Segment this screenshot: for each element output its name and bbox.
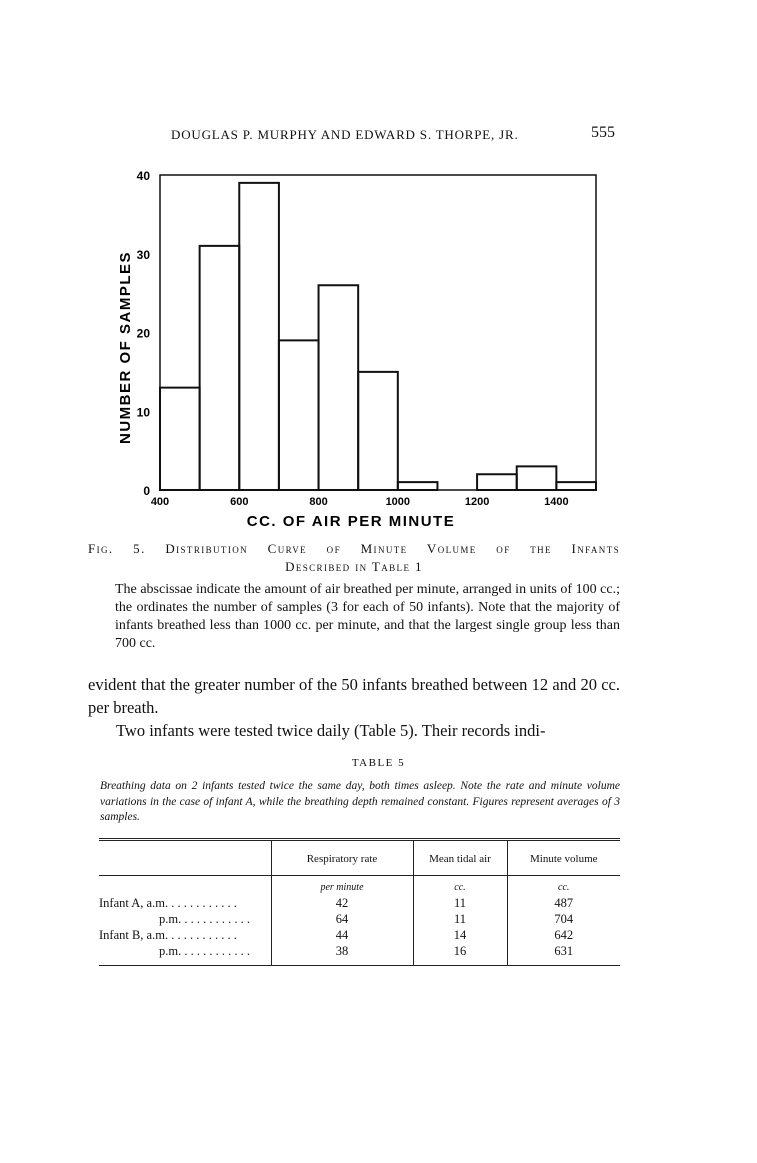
cell-rate: 64 — [271, 911, 413, 927]
units-rate: per minute — [271, 876, 413, 896]
histogram-bar — [556, 482, 596, 490]
table-units-row — [99, 876, 620, 896]
table-row — [99, 927, 620, 943]
x-tick-label: 1000 — [385, 496, 411, 508]
cell-tidal: 16 — [413, 943, 507, 966]
cell-tidal: 11 — [413, 911, 507, 927]
cell-minute: 631 — [507, 943, 620, 966]
body-text — [88, 673, 620, 742]
x-tick-label: 800 — [309, 496, 328, 508]
y-tick-label: 30 — [136, 247, 150, 262]
cell-tidal: 11 — [413, 895, 507, 911]
units-tidal: cc. — [413, 876, 507, 896]
cell-rate: 44 — [271, 927, 413, 943]
histogram-bar — [200, 246, 240, 490]
figure-legend: The abscissae indicate the amount of air breathed per minute, arranged in units of 100 cc.; the ordinates the number of samples (3 for each of 50 infants). Note that the majority of infants breathed less than 1000 cc. per minute, and that the largest single group less than 700 cc. — [115, 582, 620, 651]
histogram-bar — [477, 474, 517, 490]
x-tick-label: 1200 — [464, 496, 490, 508]
histogram-bar — [160, 388, 200, 490]
cell-minute: 704 — [554, 912, 574, 926]
table-row — [99, 943, 620, 966]
histogram-bar — [398, 482, 438, 490]
cell-tidal: 14 — [413, 927, 507, 943]
histogram-bar — [239, 183, 279, 490]
table-header-rate: Respiratory rate — [271, 840, 413, 876]
histogram-bar — [358, 372, 398, 490]
running-head: DOUGLAS P. MURPHY AND EDWARD S. THORPE, JR. — [171, 127, 519, 142]
histogram-bar — [517, 466, 557, 490]
table-header-blank — [99, 840, 271, 876]
units-minute: cc. — [558, 882, 570, 893]
table-caption: Breathing data on 2 infants tested twice the same day, both times asleep. Note the rate and minute volume variations in the case of infant A, while the breathing depth remained constant. Figures represent averages of 3 samples. — [100, 780, 620, 823]
histogram-chart — [0, 0, 757, 540]
y-tick-label: 40 — [136, 169, 150, 183]
body-paragraph-2: Two infants were tested twice daily (Table 5). Their records indi- — [116, 721, 546, 740]
histogram-bar — [319, 285, 359, 490]
table-header-tidal: Mean tidal air — [413, 840, 507, 876]
x-tick-label: 400 — [150, 496, 170, 508]
table-header-row — [99, 840, 620, 876]
histogram-bar — [279, 340, 319, 490]
plot-frame — [160, 175, 596, 490]
figure-caption-line2: Described in Table 1 — [285, 559, 423, 574]
figure-caption — [88, 540, 620, 576]
table-row — [99, 911, 620, 927]
table-row — [99, 895, 620, 911]
body-paragraph-1: evident that the greater number of the 50 infants breathed between 12 and 20 cc. per breath. — [88, 675, 620, 717]
page-number: 555 — [591, 124, 615, 141]
x-tick-label: 1400 — [544, 496, 569, 508]
cell-rate: 38 — [271, 943, 413, 966]
row-label: Infant A, a.m. . . . . . . . . . . . — [99, 895, 271, 911]
row-label: p.m. . . . . . . . . . . . — [99, 911, 271, 927]
x-axis-label: CC. OF AIR PER MINUTE — [246, 513, 456, 530]
y-tick-label: 0 — [143, 484, 150, 498]
y-tick-label: 20 — [136, 326, 150, 341]
table-label: TABLE 5 — [351, 757, 406, 769]
cell-minute: 642 — [554, 928, 574, 942]
data-table — [99, 838, 620, 966]
cell-rate: 42 — [271, 895, 413, 911]
figure-caption-line1: Fig. 5. Distribution Curve of Minute Volume of the Infants — [88, 541, 620, 556]
row-label: p.m. . . . . . . . . . . . — [99, 943, 271, 966]
y-axis-label: NUMBER OF SAMPLES — [117, 250, 134, 445]
row-label: Infant B, a.m. . . . . . . . . . . . — [99, 927, 271, 943]
y-tick-label: 10 — [136, 405, 150, 420]
units-blank — [99, 876, 271, 896]
x-tick-label: 600 — [230, 496, 249, 508]
table-header-minute: Minute volume — [507, 840, 620, 876]
cell-minute: 487 — [554, 896, 574, 910]
